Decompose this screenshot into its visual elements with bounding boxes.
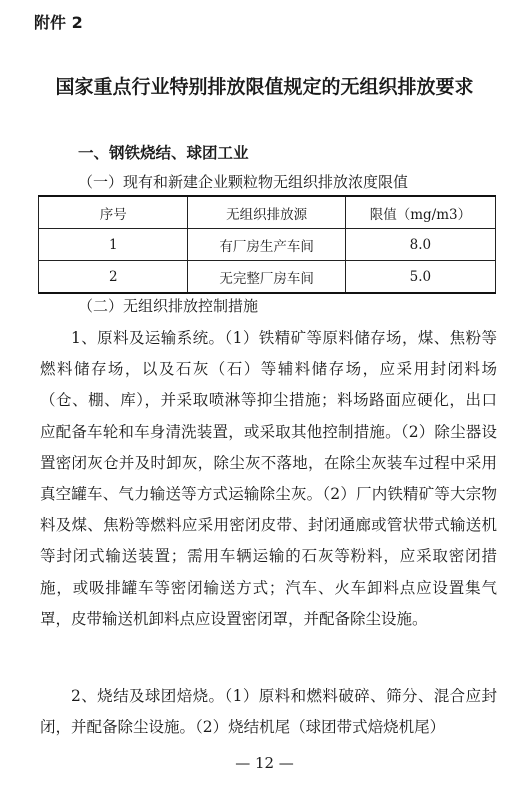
page-number: — 12 —	[235, 754, 294, 772]
cell-serial: 2	[39, 261, 188, 294]
paragraph-raw-materials: 1、原料及运输系统。（1）铁精矿等原料储存场，煤、焦粉等燃料储存场，以及石灰（石）等辅料储存场，应采用封闭料场（仓、棚、库），并采取喷淋等抑尘措施；料场路面应硬化，出口应配备车轮和车身清洗装置，或采取其他控制措施。（2）除尘器设置密闭灰仓并及时卸灰，除尘灰不落地，在除尘灰装车过程中采用真空罐车、气力输送等方式运输除尘灰。（2）厂内铁精矿等大宗物料及煤、焦粉等燃料应采用密闭皮带、封闭通廊或管状带式输送机等封闭式输送装置；需用车辆运输的石灰等粉料，应采取密闭措施，或吸排罐车等密闭输送方式；汽车、火车卸料点应设置集气罩，皮带输送机卸料点应设置密闭罩，并配备除尘设施。	[40, 329, 497, 628]
cell-source: 有厂房生产车间	[188, 229, 345, 261]
table-row	[39, 229, 496, 261]
section-heading: 一、钢铁烧结、球团工业	[78, 144, 249, 162]
paragraph-sintering: 2、烧结及球团焙烧。（1）原料和燃料破碎、筛分、混合应封闭，并配备除尘设施。（2）烧结机尾（球团带式焙烧机尾）	[40, 687, 497, 737]
attachment-label: 附件 2	[34, 13, 83, 32]
header-serial: 序号	[39, 196, 188, 229]
subsection-heading-limits: （一）现有和新建企业颗粒物无组织排放浓度限值	[78, 173, 409, 191]
cell-serial: 1	[39, 229, 188, 261]
header-limit: 限值（mg/m3）	[345, 196, 495, 229]
document-title: 国家重点行业特别排放限值规定的无组织排放要求	[55, 76, 474, 98]
cell-limit: 5.0	[345, 261, 495, 294]
cell-source: 无完整厂房车间	[188, 261, 345, 294]
emission-limits-table	[38, 195, 496, 294]
header-source: 无组织排放源	[188, 196, 345, 229]
table-row	[39, 261, 496, 294]
table-header-row	[39, 196, 496, 229]
cell-limit: 8.0	[345, 229, 495, 261]
subsection-heading-measures: （二）无组织排放控制措施	[78, 297, 259, 315]
